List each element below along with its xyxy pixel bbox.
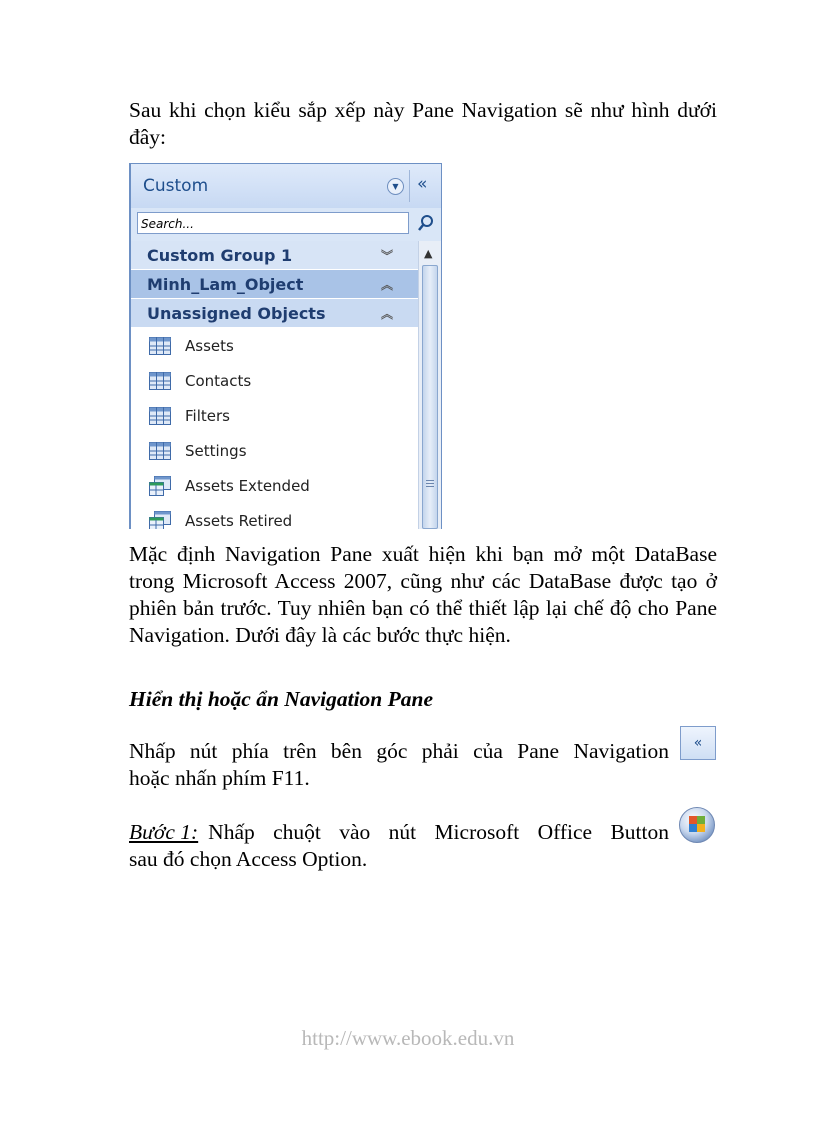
nav-pane-header xyxy=(131,164,441,208)
item-label: Contacts xyxy=(185,371,252,390)
double-chevron-down-icon: ︾ xyxy=(381,248,394,263)
step-1-line-1: Nhấp chuột vào nút Microsoft Office Button xyxy=(208,820,669,844)
list-item xyxy=(131,433,419,468)
list-item xyxy=(131,398,419,433)
collapse-button-icon: « xyxy=(680,726,716,760)
scroll-up-icon: ▲ xyxy=(424,247,433,260)
group-label: Custom Group 1 xyxy=(147,245,293,265)
search-icon xyxy=(416,213,436,233)
body-paragraph: Mặc định Navigation Pane xuất hiện khi bạn mở một DataBase trong Microsoft Access 2007, cũng như các DataBase được tạo ở phiên bản trước. Tuy nhiên bạn có thể thiết lập lại chế độ cho Pane Navigation. Dưới đây là các bước thực hiện. xyxy=(129,542,717,647)
query-icon xyxy=(149,511,171,530)
table-icon xyxy=(149,372,171,390)
group-custom-group-1 xyxy=(131,241,419,270)
step-1-line-2: sau đó chọn Access Option. xyxy=(129,847,368,871)
item-label: Settings xyxy=(185,441,247,460)
navigation-pane-screenshot xyxy=(129,163,442,529)
instruction-line-2: hoặc nhấn phím F11. xyxy=(129,766,310,790)
collapse-icon: « xyxy=(417,174,428,194)
search-row xyxy=(131,208,441,241)
group-minh-lam-object xyxy=(131,270,419,299)
divider xyxy=(409,170,410,202)
footer-url: http://www.ebook.edu.vn xyxy=(301,1026,515,1050)
chevron-down-icon: ▼ xyxy=(387,178,404,195)
step-label: Bước 1: xyxy=(129,820,199,844)
double-chevron-up-icon: ︽ xyxy=(381,277,394,292)
group-label: Minh_Lam_Object xyxy=(147,274,304,294)
list-item xyxy=(131,363,419,398)
search-input: Search... xyxy=(137,212,409,234)
table-icon xyxy=(149,442,171,460)
instruction-paragraph xyxy=(129,738,717,792)
group-unassigned-objects xyxy=(131,299,419,328)
item-label: Assets Extended xyxy=(185,476,310,495)
list-item xyxy=(131,503,419,529)
instruction-line-1: Nhấp nút phía trên bên góc phải của Pane Navigation xyxy=(129,739,669,763)
item-label: Assets Retired xyxy=(185,511,293,529)
scrollbar xyxy=(418,241,441,529)
scroll-thumb xyxy=(422,265,438,529)
double-chevron-up-icon: ︽ xyxy=(381,306,394,321)
list-item xyxy=(131,328,419,363)
group-label: Unassigned Objects xyxy=(147,303,326,323)
section-heading: Hiển thị hoặc ẩn Navigation Pane xyxy=(129,687,434,711)
list-item xyxy=(131,468,419,503)
table-icon xyxy=(149,407,171,425)
nav-pane-title: Custom xyxy=(143,176,209,196)
intro-paragraph: Sau khi chọn kiểu sắp xếp này Pane Navigation sẽ như hình dưới đây: xyxy=(129,98,717,149)
step-1-paragraph xyxy=(129,819,717,873)
table-icon xyxy=(149,337,171,355)
office-button-icon xyxy=(678,806,716,844)
query-icon xyxy=(149,476,171,496)
item-label: Filters xyxy=(185,406,230,425)
item-label: Assets xyxy=(185,336,234,355)
